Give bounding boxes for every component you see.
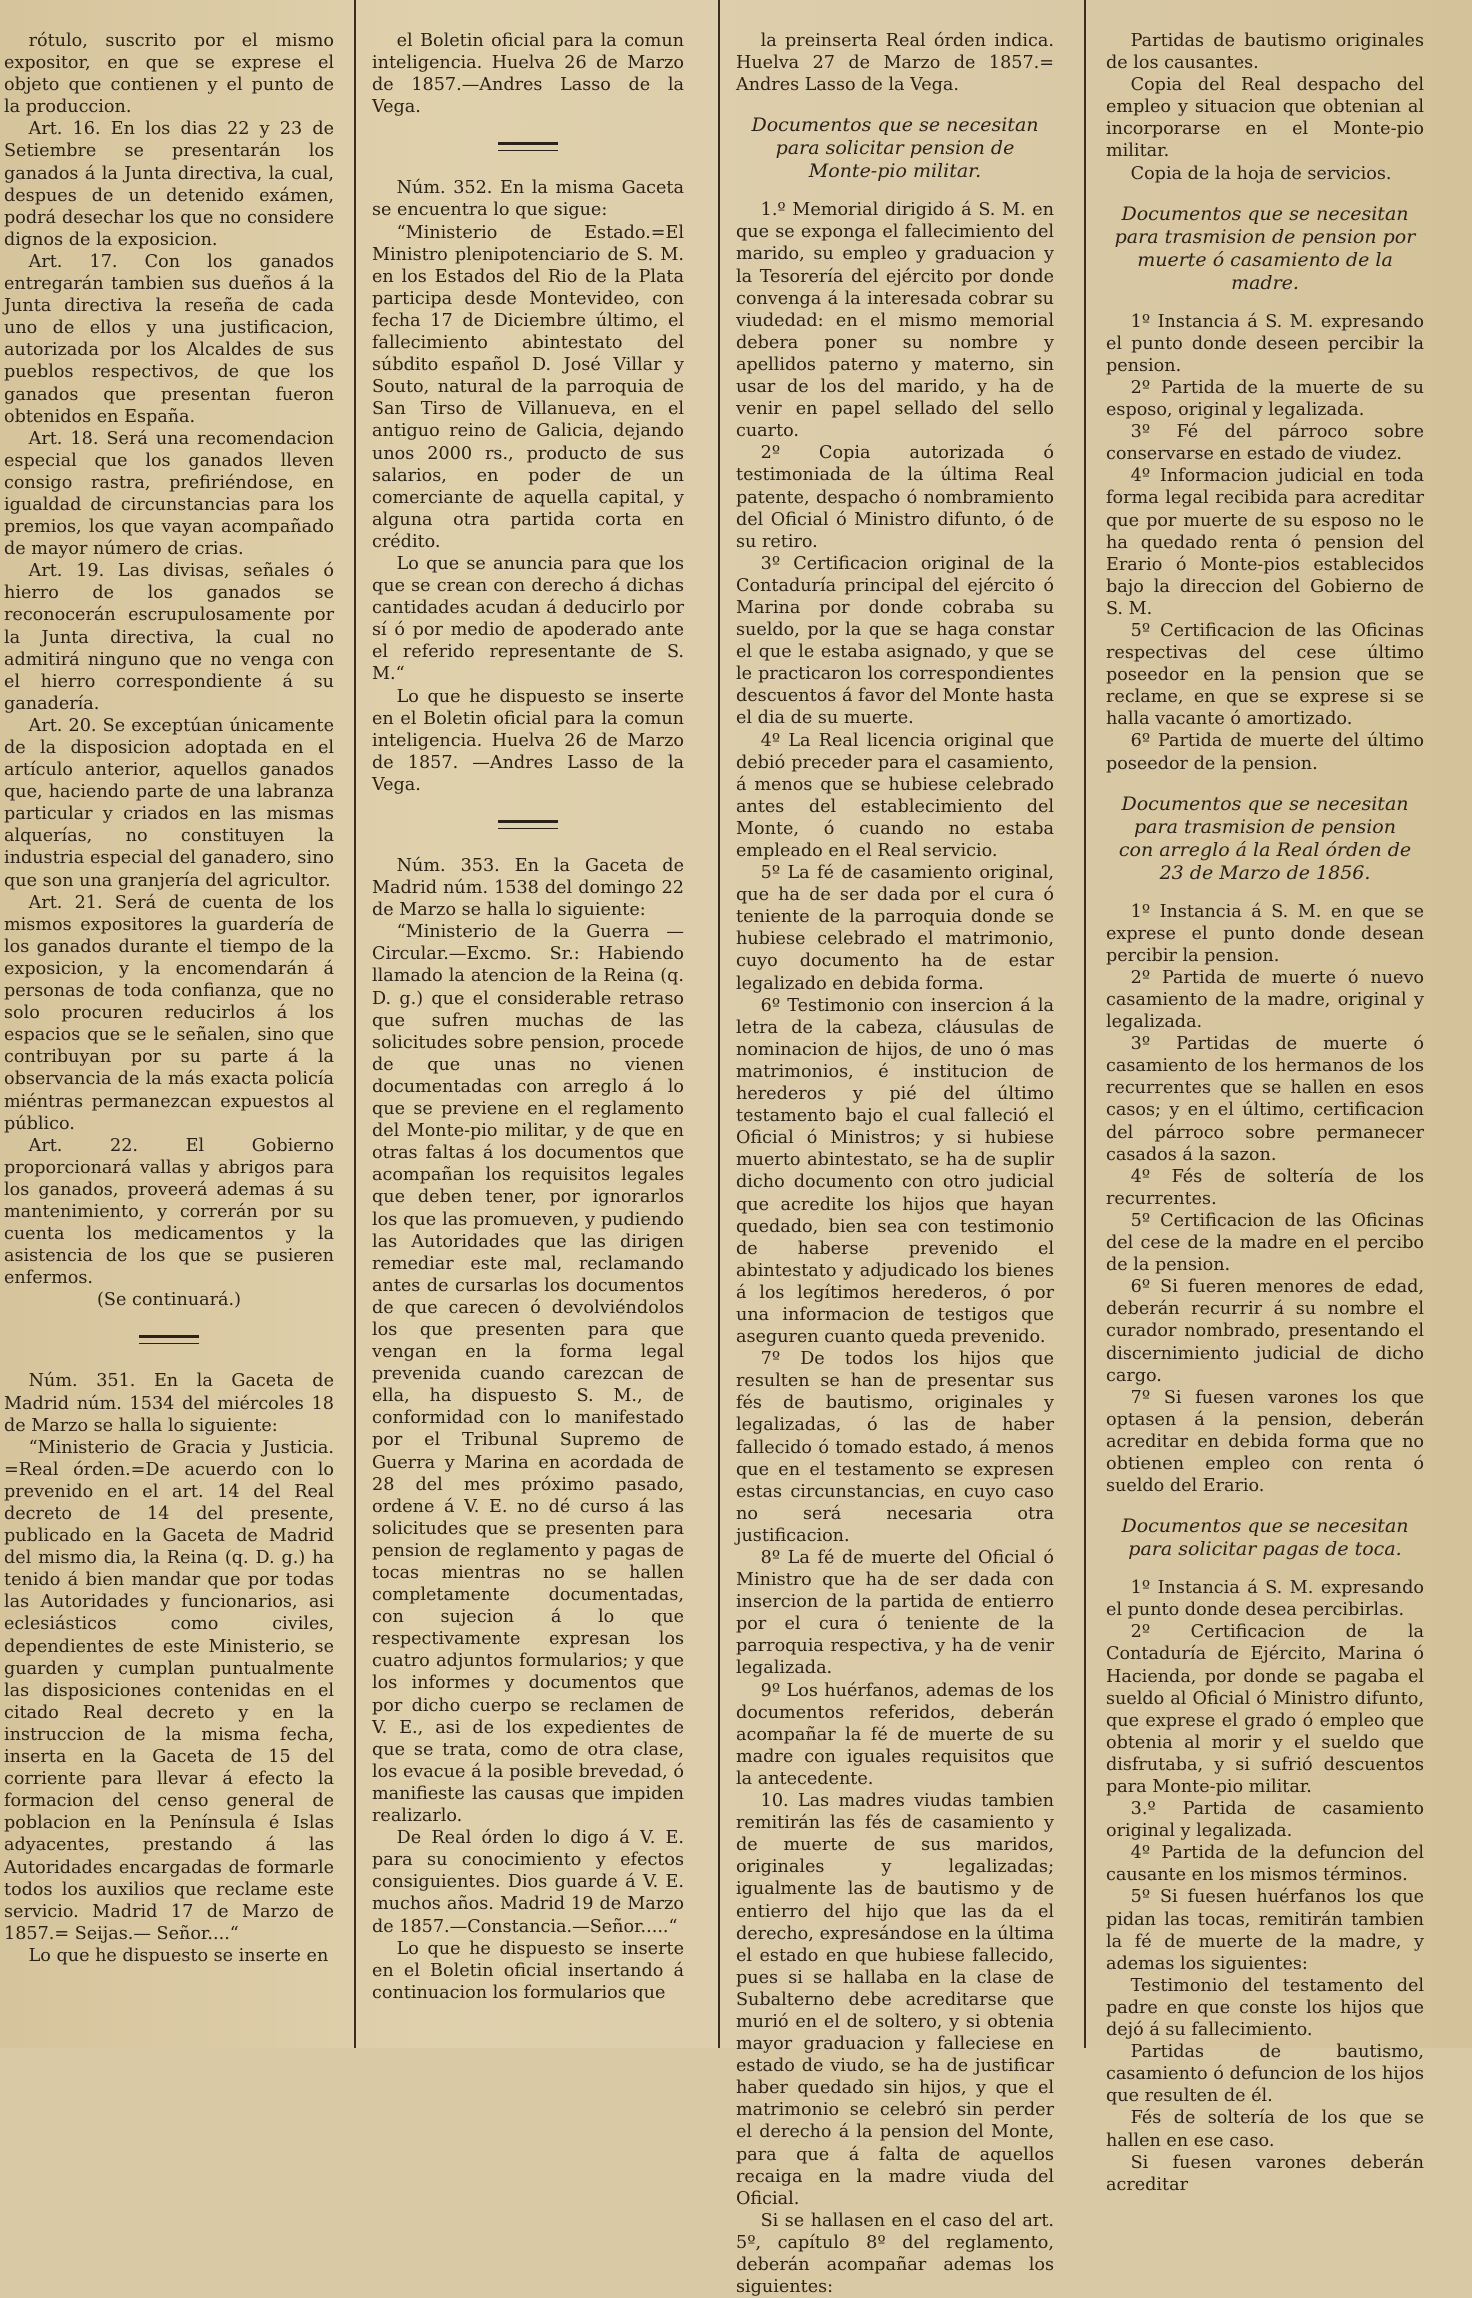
paragraph: De Real órden lo digo á V. E. para su conocimiento y efectos consiguientes. Dios guarde á V. E. muchos años. Madrid 19 de Marzo de 1857.—Constancia.—Señor.....“ [372, 1828, 684, 1937]
paragraph: Art. 22. El Gobierno proporcionará vallas y abrigos para los ganados, proveerá ademas á su mantenimiento, y correrán por su cuenta los medicamentos y la asistencia de los que se pusieren enfermos. [4, 1135, 334, 1289]
column-rule [718, 0, 720, 2048]
section-heading: Documentos que se necesitan para solicitar pension de Monte-pio militar. [751, 114, 1039, 183]
section-separator [498, 142, 558, 151]
paragraph: 4º Partida de la defuncion del causante en los mismos términos. [1106, 1843, 1424, 1886]
paragraph: Art. 16. En los dias 22 y 23 de Setiembre se presentarán los ganados á la Junta directiva, la cual, despues de un detenido exámen, podrá desechar los que no considere dignos de la exposicion. [4, 119, 334, 250]
column-rule [354, 0, 356, 2048]
paragraph: rótulo, suscrito por el mismo expositor, en que se exprese el objeto que contienen y el punto de la produccion. [4, 31, 334, 118]
paragraph: Fés de soltería de los que se hallen en ese caso. [1106, 2108, 1424, 2151]
paragraph: 5º Certificacion de las Oficinas del cese de la madre en el percibo de la pension. [1106, 1210, 1424, 1276]
paragraph: 5º La fé de casamiento original, que ha de ser dada por el cura ó teniente de la parroquia donde se hubiese celebrado el matrimonio, cuyo documento ha de estar legalizado en debida forma. [736, 863, 1054, 994]
paragraph: Núm. 353. En la Gaceta de Madrid núm. 1538 del domingo 22 de Marzo se halla lo siguiente: [372, 856, 684, 921]
paragraph: Copia de la hoja de servicios. [1130, 163, 1392, 184]
paragraph: 7º De todos los hijos que resulten se han de presentar sus fés de bautismo, originales y legalizadas, ó las de haber fallecido ó tomado estado, á menos que en el testamento se expresen estas circunstancias, en cuyo caso no será necesaria otra justificacion. [736, 1349, 1054, 1546]
paragraph: 4º La Real licencia original que debió preceder para el casamiento, á menos que se hubiese celebrado antes del establecimiento del Monte, ó cuando no estaba empleado en el Real servicio. [736, 730, 1054, 861]
paragraph: Si se hallasen en el caso del art. 5º, capítulo 8º del reglamento, deberán acompañar ademas los siguientes: [736, 2210, 1054, 2298]
paragraph: Copia del Real despacho del empleo y situacion que obtenian al incorporarse en el Monte-pio militar. [1106, 75, 1424, 162]
paragraph: 5º Certificacion de las Oficinas respectivas del cese último poseedor en la pension que se reclame, en que se exprese si se halla vacante ó amortizado. [1106, 620, 1424, 730]
column-rule [1084, 0, 1086, 2048]
paragraph: 3º Certificacion original de la Contaduría principal del ejército ó Marina por donde cobraba su sueldo, por la que se haga constar el que le estaba asignado, y que se le practicaron los correspondientes descuentos á favor del Monte hasta el dia de su muerte. [736, 553, 1054, 729]
paragraph: Lo que he dispuesto se inserte en [28, 1945, 329, 1966]
text-column-1 [4, 30, 334, 2038]
text-column-4 [1106, 30, 1424, 2195]
paragraph: 2º Certificacion de la Contaduría de Ejército, Marina ó Hacienda, por donde se pagaba el sueldo al Oficial ó Ministro difunto, que exprese el grado ó empleo que obtenia al morir y el sueldo que disfrutaba, y si sufrió descuentos para Monte-pio militar. [1106, 1622, 1424, 1797]
paragraph: 6º Testimonio con insercion á la letra de la cabeza, cláusulas de nominacion de hijos, de uno ó mas matrimonios, é institucion de herederos y pié del último testamento bajo el cual falleció el Oficial ó Ministros; y si hubiese muerto abintestato, se ha de suplir dicho documento con otro judicial que acredite los hijos que hayan quedado, bien sea con testimonio de haberse prevenido el abintestato y adjudicado los bienes á los legítimos herederos, ó por una informacion de testigos que aseguren cuanto queda prevenido. [736, 995, 1054, 1348]
paragraph: Núm. 352. En la misma Gaceta se encuentra lo que sigue: [372, 178, 684, 221]
paragraph: 6º Partida de muerte del último poseedor de la pension. [1106, 731, 1424, 774]
paragraph: 1º Instancia á S. M. expresando el punto donde desea percibirlas. [1106, 1578, 1424, 1621]
paragraph: 4º Fés de soltería de los recurrentes. [1106, 1166, 1424, 1209]
section-heading: Documentos que se necesitan para trasmision de pension por muerte ó casamiento de la madre. [1114, 202, 1416, 294]
section-separator [139, 1335, 199, 1344]
paragraph: 2º Copia autorizada ó testimoniada de la última Real patente, despacho ó nombramiento del Oficial ó Ministro difunto, ó de su retiro. [736, 443, 1054, 552]
paragraph: Partidas de bautismo originales de los causantes. [1106, 31, 1424, 74]
paragraph: Partidas de bautismo, casamiento ó defuncion de los hijos que resulten de él. [1106, 2042, 1424, 2107]
paragraph: Lo que he dispuesto se inserte en el Boletin oficial insertando á continuacion los formularios que [372, 1938, 684, 2003]
paragraph: “Ministerio de la Guerra —Circular.—Excmo. Sr.: Habiendo llamado la atencion de la Reina (q. D. g.) que el considerable retraso que sufren muchas de las solicitudes sobre pension, procede de que unas no vienen documentadas con arreglo á lo que se previene en el reglamento del Monte-pio militar, y de que en otras faltas á los documentos que acompañan los requisitos legales que deben tener, por ignorarlos los que las promueven, y pudiendo las Autoridades que las dirigen remediar este mal, reclamando antes de cursarlas los documentos de que carecen ó devolviéndolos los que presenten para que vengan en la forma legal prevenida cuando carezcan de ella, ha dispuesto S. M., de conformidad con lo manifestado por el Tribunal Supremo de Guerra y Marina en acordada de 28 del mes próximo pasado, ordene á V. E. no dé curso á las solicitudes que se presenten para pension de reglamento y pagas de tocas mientras no se hallen completamente documentadas, con sujecion á lo que respectivamente expresan los cuatro adjuntos formularios; y que los informes y documentos que por dicho cuerpo se reclamen de V. E., asi de los expedientes de que se trata, como de otra clase, los evacue á la posible brevedad, ó manifieste las causas que impiden realizarlo. [372, 922, 684, 1827]
paragraph: 1º Instancia á S. M. expresando el punto donde deseen percibir la pension. [1106, 311, 1424, 376]
paragraph: Art. 18. Será una recomendacion especial que los ganados lleven consigo rastra, prefiriéndose, en igualdad de circunstancias para los premios, los que vayan acompañado de mayor número de crias. [4, 428, 334, 560]
paragraph: 1.º Memorial dirigido á S. M. en que se exponga el fallecimiento del marido, su empleo y graduacion y la Tesorería del ejército por donde convenga á la interesada cobrar su viudedad: en el mismo memorial debera poner su nombre y apellidos paterno y materno, sin usar de los del marido, y ha de venir en papel sellado del sello cuarto. [736, 200, 1054, 442]
paragraph: Lo que he dispuesto se inserte en el Boletin oficial para la comun inteligencia. Huelva 26 de Marzo de 1857. —Andres Lasso de la Vega. [372, 686, 684, 795]
paragraph: 2º Partida de muerte ó nuevo casamiento de la madre, original y legalizada. [1106, 967, 1424, 1033]
paragraph: Art. 20. Se exceptúan únicamente de la disposicion adoptada en el artículo anterior, aquellos ganados que, haciendo parte de una labranza particular y criados en las mismas alquerías, no constituyen la industria especial del ganadero, sino que son una granjería del agricultor. [4, 715, 334, 891]
paragraph: 8º La fé de muerte del Oficial ó Ministro que ha de ser dada con insercion de la partida de entierro por el cura ó teniente de la parroquia respectiva, y ha de venir legalizada. [736, 1548, 1054, 1679]
paragraph: Art. 17. Con los ganados entregarán tambien sus dueños á la Junta directiva la reseña de cada uno de ellos y una justificacion, autorizada por los Alcaldes de sus pueblos respectivos, de que los ganados que presentan fueron obtenidos en España. [4, 251, 334, 427]
paragraph: 3º Partidas de muerte ó casamiento de los hermanos de los recurrentes que se hallen en esos casos; y en el último, certificacion del párroco sobre permanecer casados á la sazon. [1106, 1034, 1424, 1165]
text-column-3 [736, 30, 1054, 2298]
paragraph: “Ministerio de Gracia y Justicia. =Real órden.=De acuerdo con lo prevenido en el art. 14 del Real decreto de 14 del presente, publicado en la Gaceta de Madrid del mismo dia, la Reina (q. D. g.) ha tenido á bien mandar que por todas las Autoridades y funcionarios, asi eclesiásticos como civiles, dependientes de este Ministerio, se guarden y cumplan puntualmente las disposiciones contenidas en el citado Real decreto y en la instruccion de la misma fecha, inserta en la Gaceta de 15 del corriente para llevar á efecto la formacion del censo general de poblacion en la Península é Islas adyacentes, prestando á las Autoridades encargadas de formarle todos los auxilios que reclame este servicio. Madrid 17 de Marzo de 1857.= Seijas.— Señor....“ [4, 1437, 334, 1944]
paragraph: Lo que se anuncia para que los que se crean con derecho á dichas cantidades acudan á deducirlo por sí ó por medio de apoderado ante el referido representante de S. M.“ [372, 553, 684, 685]
paragraph: (Se continuará.) [97, 1290, 241, 1311]
paragraph: Testimonio del testamento del padre en que conste los hijos que dejó á su fallecimiento. [1106, 1975, 1424, 2041]
paragraph: Núm. 351. En la Gaceta de Madrid núm. 1534 del miércoles 18 de Marzo se halla lo siguiente: [4, 1371, 334, 1436]
paragraph: 3.º Partida de casamiento original y legalizada. [1106, 1799, 1424, 1842]
paragraph: 5º Si fuesen huérfanos los que pidan las tocas, remitirán tambien la fé de muerte de la madre, y ademas los siguientes: [1106, 1887, 1424, 1974]
paragraph: la preinserta Real órden indica. Huelva 27 de Marzo de 1857.= Andres Lasso de la Vega. [736, 31, 1054, 96]
paragraph: Art. 19. Las divisas, señales ó hierro de los ganados se reconocerán escrupulosamente por la Junta directiva, la cual no admitirá ninguno que no venga con el hierro correspondiente á su ganadería. [4, 561, 334, 714]
section-heading: Documentos que se necesitan para trasmision de pension con arreglo á la Real órden de 23 de Marzo de 1856. [1118, 792, 1412, 884]
paragraph: 9º Los huérfanos, ademas de los documentos referidos, deberán acompañar la fé de muerte de su madre con iguales requisitos que la antecedente. [736, 1680, 1054, 1789]
paragraph: Art. 21. Será de cuenta de los mismos expositores la guardería de los ganados durante el tiempo de la exposicion, y la encomendarán á personas de toda confianza, que no solo procuren reducirlos á los espacios que se le señalen, sino que contribuyan por su parte á la observancia de la más exacta policía miéntras permanezcan expuestos al público. [4, 892, 334, 1134]
paragraph: 2º Partida de la muerte de su esposo, original y legalizada. [1106, 377, 1424, 421]
paragraph: 7º Si fuesen varones los que optasen á la pension, deberán acreditar en debida forma que no obtienen empleo con renta ó sueldo del Erario. [1106, 1387, 1424, 1497]
paragraph: el Boletin oficial para la comun inteligencia. Huelva 26 de Marzo de 1857.—Andres Lasso de la Vega. [372, 31, 684, 118]
paragraph: 10. Las madres viudas tambien remitirán las fés de casamiento y de muerte de sus maridos, originales y legalizadas; igualmente las de bautismo y de entierro del hijo que las da el derecho, expresándose en la última el estado en que hubiese fallecido, pues si se hallaba en la clase de Subalterno debe acreditarse que murió en el de soltero, y si obtenia mayor graduacion y falleciese en estado de viudo, se ha de justificar haber quedado sin hijos, y que el matrimonio se celebró sin perder el derecho á la pension del Monte, para que á falta de aquellos recaiga en la madre viuda del Oficial. [736, 1791, 1054, 2209]
text-column-2 [372, 30, 684, 2038]
paragraph: 1º Instancia á S. M. en que se exprese el punto donde desean percibir la pension. [1106, 901, 1424, 966]
paragraph: 6º Si fueren menores de edad, deberán recurrir á su nombre el curador nombrado, presentando el discernimiento judicial de dicho cargo. [1106, 1277, 1424, 1386]
paragraph: 4º Informacion judicial en toda forma legal recibida para acreditar que por muerte de su esposo no le ha quedado renta ó pension del Erario ó Monte-pios establecidos bajo la direccion del Gobierno de S. M. [1106, 466, 1424, 619]
section-heading: Documentos que se necesitan para solicitar pagas de toca. [1121, 1515, 1409, 1561]
paragraph: 3º Fé del párroco sobre conservarse en estado de viudez. [1106, 422, 1424, 465]
paragraph: “Ministerio de Estado.=El Ministro plenipotenciario de S. M. en los Estados del Rio de la Plata participa desde Montevideo, con fecha 17 de Diciembre último, el fallecimiento abintestato del súbdito español D. José Villar y Souto, natural de la parroquia de San Tirso de Villanueva, en el antiguo reino de Galicia, dejando unos 2000 rs., producto de sus salarios, en poder de un comerciante de aquella capital, y alguna otra partida corta en crédito. [372, 222, 684, 552]
section-separator [498, 820, 558, 829]
paragraph: Si fuesen varones deberán acreditar [1106, 2152, 1424, 2195]
